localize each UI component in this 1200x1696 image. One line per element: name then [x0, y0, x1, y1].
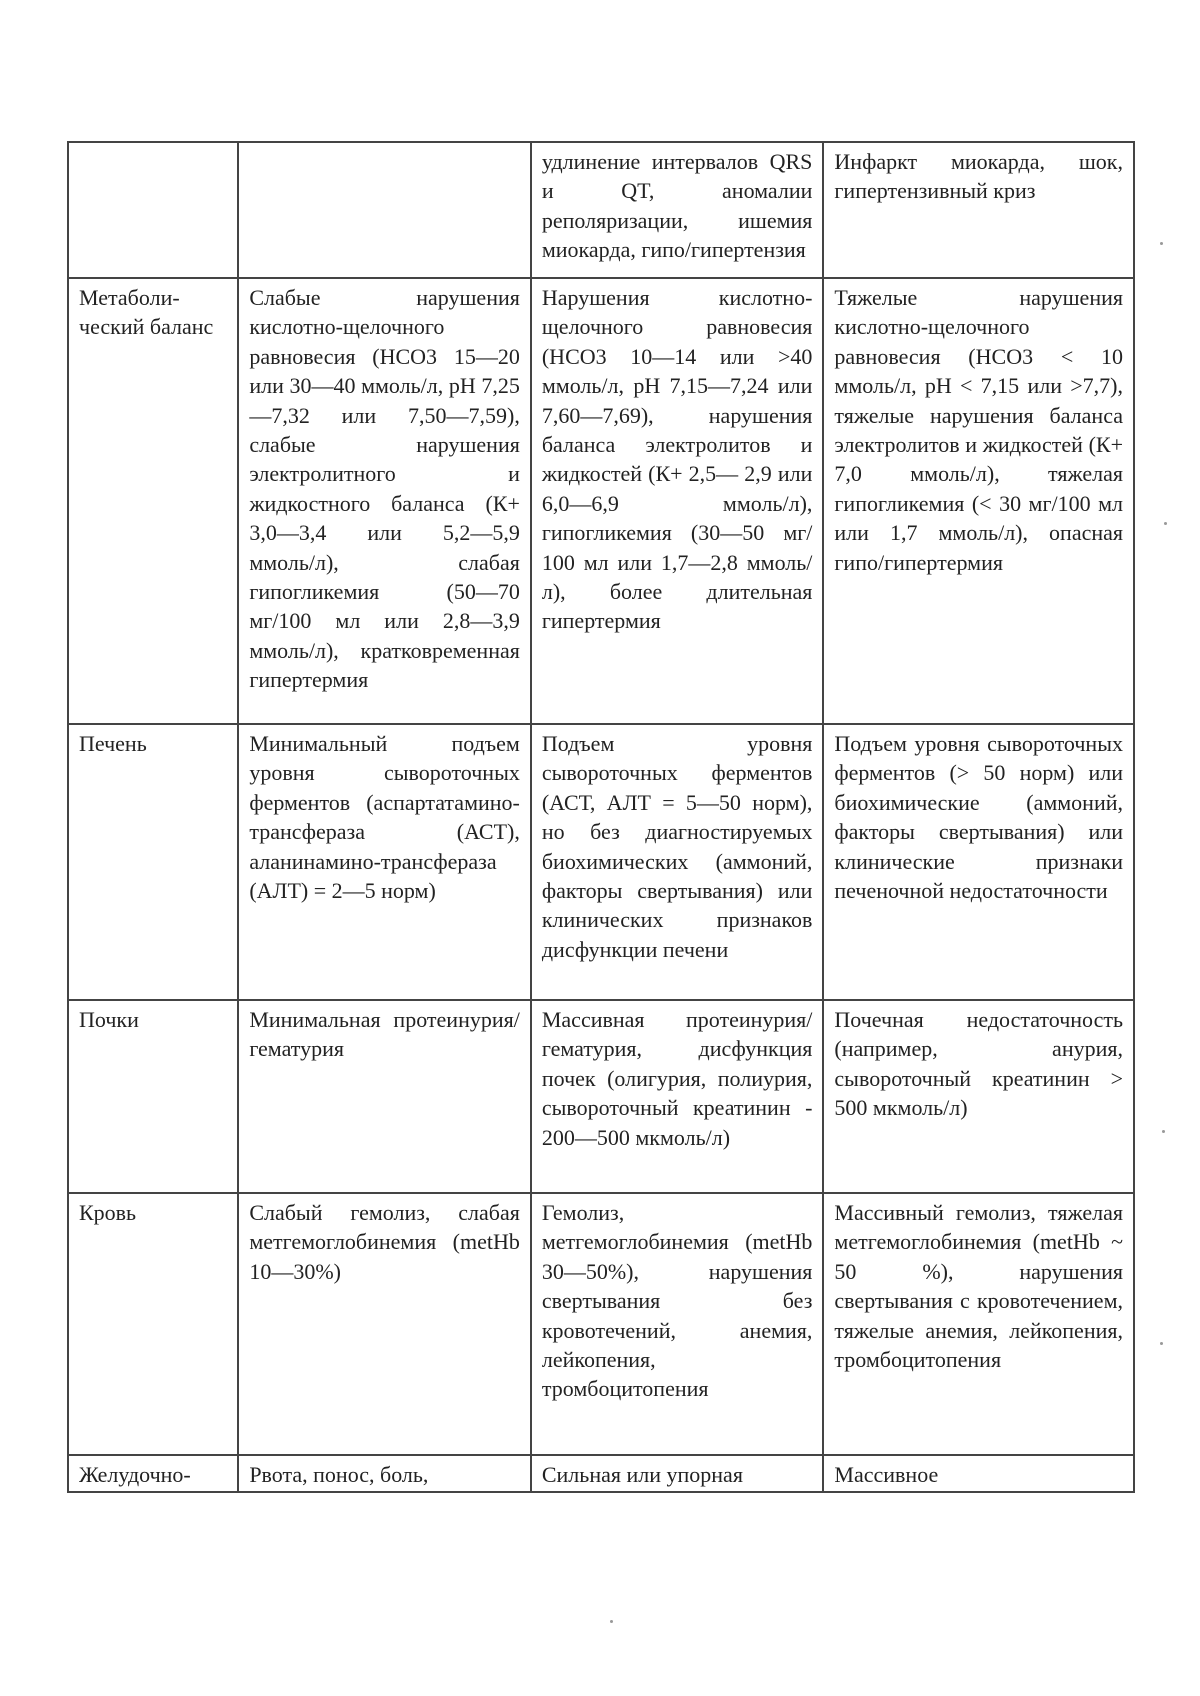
organ-cell [68, 142, 238, 278]
table-row [68, 1193, 1134, 1455]
organ-cell: Печень [68, 724, 238, 1000]
mild-cell: Слабый гемолиз, слабая метгемоглобинемия (metHb 10—30%) [238, 1193, 531, 1455]
table-row [68, 1000, 1134, 1193]
mild-cell: Рвота, понос, боль, [238, 1455, 531, 1492]
mild-cell: Минимальный подъем уровня сывороточных ферментов (аспартатамино-трансфераза (АСТ), аланинамино-трансфераза (АЛТ) = 2—5 норм) [238, 724, 531, 1000]
moderate-cell: Нарушения кислотно-щелочного равновесия (НСО3 10—14 или >40 ммоль/л, pH 7,15—7,24 или 7,60—7,69), нарушения баланса электролитов и жидкостей (К+ 2,5— 2,9 или 6,0—6,9 ммоль/л), гипогликемия (30—50 мг/ 100 мл или 1,7—2,8 ммоль/л), более длительная гипертермия [531, 278, 824, 724]
moderate-cell: Гемолиз, метгемоглобинемия (metHb 30—50%), нарушения свертывания без кровотечений, анемия, лейкопения, тромбоцитопения [531, 1193, 824, 1455]
scan-speck [1160, 242, 1163, 245]
mild-cell: Слабые нарушения кислотно-щелочного равновесия (НСО3 15—20 или 30—40 ммоль/л, pH 7,25—7,32 или 7,50—7,59), слабые нарушения электролитного и жидкостного баланса (К+ 3,0—3,4 или 5,2—5,9 ммоль/л), слабая гипогликемия (50—70 мг/100 мл или 2,8—3,9 ммоль/л), кратковременная гипертермия [238, 278, 531, 724]
moderate-cell: Массивная протеинурия/гематурия, дисфункция почек (олигурия, полиурия, сывороточный креатинин - 200—500 мкмоль/л) [531, 1000, 824, 1193]
severe-cell: Почечная недостаточность (например, анурия, сывороточный креатинин > 500 мкмоль/л) [823, 1000, 1134, 1193]
severe-cell: Тяжелые нарушения кислотно-щелочного равновесия (НСО3 < 10 ммоль/л, pH < 7,15 или >7,7), тяжелые нарушения баланса электролитов и жидкостей (К+ 7,0 ммоль/л), тяжелая гипогликемия (< 30 мг/100 мл или 1,7 ммоль/л), опасная гипо/гипертермия [823, 278, 1134, 724]
moderate-cell: удлинение интервалов QRS и QT, аномалии реполяризации, ишемия миокарда, гипо/гипертензия [531, 142, 824, 278]
scan-speck [1160, 1342, 1163, 1345]
organ-cell: Почки [68, 1000, 238, 1193]
table-row [68, 724, 1134, 1000]
severe-cell: Массивный гемолиз, тяжелая метгемоглобинемия (metHb ~ 50 %), нарушения свертывания с кровотечением, тяжелые анемия, лейкопения, тромбоцитопения [823, 1193, 1134, 1455]
table-row [68, 278, 1134, 724]
scan-speck [1162, 1130, 1165, 1133]
severe-cell: Массивное [823, 1455, 1134, 1492]
mild-cell [238, 142, 531, 278]
severe-cell: Инфаркт миокарда, шок, гипертензивный криз [823, 142, 1134, 278]
organ-cell: Кровь [68, 1193, 238, 1455]
organ-cell: Желудочно- [68, 1455, 238, 1492]
organ-cell: Метаболи-ческий баланс [68, 278, 238, 724]
severity-table [67, 141, 1135, 1493]
mild-cell: Минимальная протеинурия/гематурия [238, 1000, 531, 1193]
severe-cell: Подъем уровня сывороточных ферментов (> 50 норм) или биохимические (аммоний, факторы свертывания) или клинические признаки печеночной недостаточности [823, 724, 1134, 1000]
moderate-cell: Подъем уровня сывороточных ферментов (АСТ, АЛТ = 5—50 норм), но без диагностируемых биохимических (аммоний, факторы свертывания) или клинических признаков дисфункции печени [531, 724, 824, 1000]
scan-speck [1164, 522, 1167, 525]
table-row [68, 1455, 1134, 1492]
scan-speck [610, 1620, 613, 1623]
moderate-cell: Сильная или упорная [531, 1455, 824, 1492]
table-row [68, 142, 1134, 278]
